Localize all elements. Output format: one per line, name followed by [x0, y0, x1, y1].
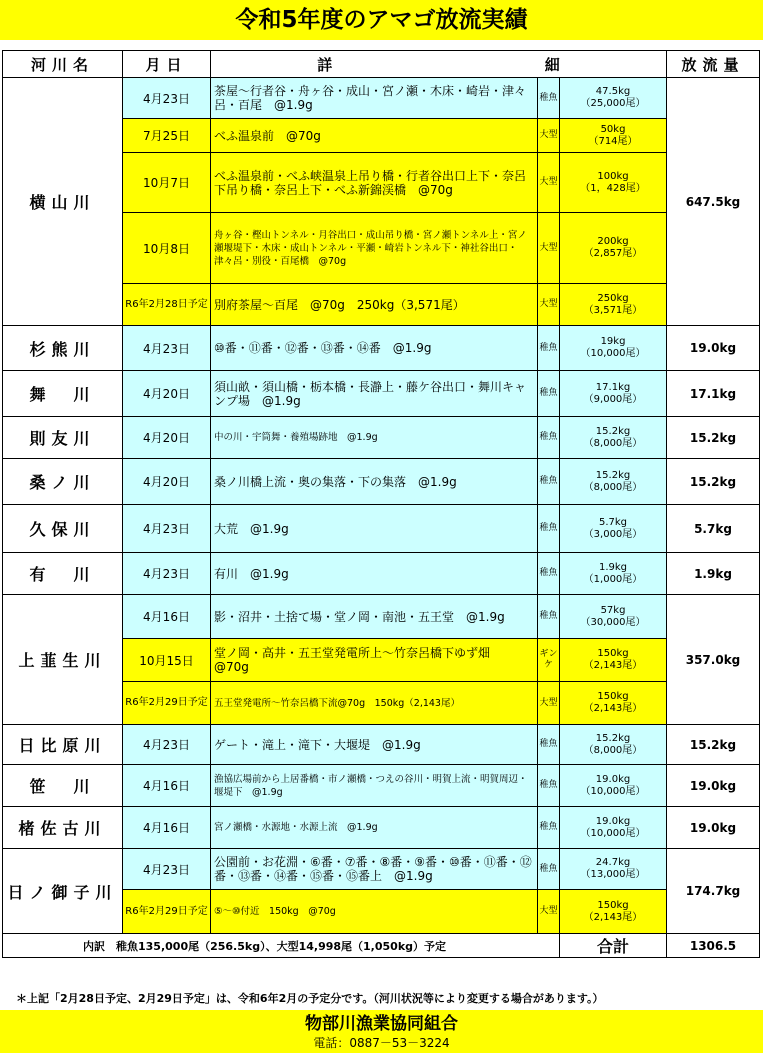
table-row: [3, 505, 760, 553]
weight-value: 5.7kg: [598, 516, 628, 528]
release-detail: ⑩番・⑪番・⑫番・⑬番・⑭番 @1.9g: [211, 326, 538, 371]
weight-value: 150kg: [597, 899, 629, 911]
header-detail-right: 細: [544, 55, 560, 74]
river-total: 15.2kg: [667, 725, 760, 765]
weight-value: 1.9kg: [598, 561, 628, 573]
river-name: 楮佐古川: [3, 807, 123, 849]
fish-type: 大型: [538, 682, 560, 725]
weight-value: 150kg: [597, 691, 629, 702]
count-value: （10,000尾）: [580, 827, 646, 839]
table-row: [3, 765, 760, 807]
river-name: 舞 川: [3, 371, 123, 417]
release-quantity: [560, 890, 667, 934]
count-value: （2,143尾）: [583, 660, 643, 671]
fish-type: 大型: [538, 213, 560, 284]
count-value: （8,000尾）: [583, 744, 643, 756]
release-quantity: [560, 459, 667, 505]
river-name: 則友川: [3, 417, 123, 459]
count-value: （8,000尾）: [583, 481, 643, 493]
release-detail: 宮ノ瀬橋・水源地・水源上流 @1.9g: [211, 807, 538, 849]
stocking-table: [2, 50, 760, 958]
weight-value: 17.1kg: [595, 381, 631, 393]
fish-type: 稚魚: [538, 505, 560, 553]
count-value: （30,000尾）: [580, 616, 646, 628]
release-quantity: [560, 78, 667, 119]
weight-value: 19kg: [600, 336, 626, 347]
river-total: 19.0kg: [667, 326, 760, 371]
release-date: 4月23日: [123, 725, 211, 765]
weight-value: 47.5kg: [595, 86, 631, 97]
release-quantity: [560, 417, 667, 459]
release-date: 10月8日: [123, 213, 211, 284]
spacer: [0, 40, 763, 50]
footer: [0, 1010, 763, 1053]
release-detail: ゲート・滝上・滝下・大堰堤 @1.9g: [211, 725, 538, 765]
weight-value: 24.7kg: [595, 857, 631, 868]
weight-value: 150kg: [597, 648, 629, 659]
release-date: R6年2月29日予定: [123, 682, 211, 725]
release-detail: べふ温泉前・べふ峡温泉上吊り橋・行者谷出口上下・奈呂下吊り橋・奈呂上下・べふ新錦渓橋 @70g: [211, 153, 538, 213]
count-value: （2,143尾）: [583, 911, 643, 923]
release-quantity: [560, 849, 667, 890]
release-quantity: [560, 639, 667, 682]
fish-type: 稚魚: [538, 417, 560, 459]
page-title: 令和5年度のアマゴ放流実績: [0, 0, 763, 40]
weight-value: 15.2kg: [595, 469, 631, 481]
weight-value: 100kg: [597, 170, 629, 182]
release-detail: 堂ノ岡・高井・五王堂発電所上～竹奈呂橋下ゆず畑 @70g: [211, 639, 538, 682]
river-name: 杉熊川: [3, 326, 123, 371]
release-detail: 須山畝・須山橋・栃本橋・長瀞上・藤ケ谷出口・舞川キャンプ場 @1.9g: [211, 371, 538, 417]
organization-name: 物部川漁業協同組合: [305, 1014, 458, 1034]
release-detail: 影・沼井・土捨て場・堂ノ岡・南池・五王堂 @1.9g: [211, 595, 538, 639]
fish-type: 大型: [538, 284, 560, 326]
fish-type: ギンケ: [538, 639, 560, 682]
river-total: 15.2kg: [667, 417, 760, 459]
release-quantity: [560, 807, 667, 849]
release-quantity: [560, 153, 667, 213]
count-value: （1，428尾）: [580, 182, 646, 194]
release-date: 4月23日: [123, 78, 211, 119]
release-quantity: [560, 725, 667, 765]
count-value: （1,000尾）: [583, 573, 643, 585]
river-name: 桑ノ川: [3, 459, 123, 505]
table-row: [3, 725, 760, 765]
release-date: R6年2月28日予定: [123, 284, 211, 326]
release-detail: 桑ノ川橋上流・奥の集落・下の集落 @1.9g: [211, 459, 538, 505]
river-name: 日ノ御子川: [3, 849, 123, 934]
river-total: 647.5kg: [667, 78, 760, 326]
fish-type: 稚魚: [538, 78, 560, 119]
release-quantity: [560, 505, 667, 553]
weight-value: 15.2kg: [595, 425, 631, 437]
release-detail: 五王堂発電所～竹奈呂橋下流@70g 150kg（2,143尾）: [211, 682, 538, 725]
river-total: 5.7kg: [667, 505, 760, 553]
release-date: 4月16日: [123, 807, 211, 849]
release-date: 4月23日: [123, 326, 211, 371]
header-date: 月日: [123, 51, 211, 78]
table-row: [3, 459, 760, 505]
count-value: （3,000尾）: [583, 528, 643, 540]
river-total: 174.7kg: [667, 849, 760, 934]
release-detail: ⑤～⑩付近 150kg @70g: [211, 890, 538, 934]
river-total: 15.2kg: [667, 459, 760, 505]
river-name: 日比原川: [3, 725, 123, 765]
river-name: 笹 川: [3, 765, 123, 807]
river-name: 横山川: [3, 78, 123, 326]
release-detail: 公園前・お花淵・⑥番・⑦番・⑧番・⑨番・⑩番・⑪番・⑫番・⑬番・⑭番・⑮番・⑮番上 @1.9g: [211, 849, 538, 890]
phone-number: 電話：0887－53－3224: [313, 1036, 450, 1050]
release-quantity: [560, 213, 667, 284]
release-detail: 舟ヶ谷・樫山トンネル・月谷出口・成山吊り橋・宮ノ瀬トンネル上・宮ノ瀬堰堤下・木床・成山トンネル・平瀬・崎岩トンネル下・神社谷出口・津々呂・別役・百尾橋 @70g: [211, 213, 538, 284]
header-detail: [211, 51, 667, 78]
count-value: （2,143尾）: [583, 703, 643, 714]
release-quantity: [560, 326, 667, 371]
table-row: [3, 326, 760, 371]
summary-breakdown: 内訳 稚魚135,000尾（256.5kg）、大型14,998尾（1,050kg）予定: [3, 934, 560, 958]
release-date: 4月23日: [123, 849, 211, 890]
header-amount: 放流量: [667, 51, 760, 78]
count-value: （3,571尾）: [583, 304, 643, 316]
fish-type: 稚魚: [538, 765, 560, 807]
release-date: 4月16日: [123, 765, 211, 807]
release-date: 4月16日: [123, 595, 211, 639]
release-date: R6年2月29日予定: [123, 890, 211, 934]
release-detail: べふ温泉前 @70g: [211, 119, 538, 153]
fish-type: 稚魚: [538, 849, 560, 890]
release-quantity: [560, 595, 667, 639]
header-detail-left: 詳: [317, 55, 333, 74]
count-value: （2,857尾）: [583, 248, 643, 259]
fish-type: 稚魚: [538, 553, 560, 595]
release-date: 4月23日: [123, 505, 211, 553]
fish-type: 稚魚: [538, 371, 560, 417]
release-detail: 大荒 @1.9g: [211, 505, 538, 553]
release-detail: 漁協広場前から上居番橋・市ノ瀬橋・つえの谷川・明賀上流・明賀周辺・堰堤下 @1.9g: [211, 765, 538, 807]
fish-type: 大型: [538, 890, 560, 934]
weight-value: 250kg: [597, 292, 629, 304]
release-quantity: [560, 553, 667, 595]
weight-value: 19.0kg: [595, 815, 631, 827]
release-detail: 中の川・宇筒舞・養殖場跡地 @1.9g: [211, 417, 538, 459]
weight-value: 57kg: [600, 604, 626, 616]
river-total: 1.9kg: [667, 553, 760, 595]
river-name: 有 川: [3, 553, 123, 595]
footnote: ＊上記「2月28日予定、2月29日予定」は、令和6年2月の予定分です。（河川状況等により変更する場合があります。）: [16, 992, 604, 1005]
weight-value: 19.0kg: [595, 773, 631, 785]
release-date: 4月20日: [123, 459, 211, 505]
fish-type: 稚魚: [538, 725, 560, 765]
count-value: （9,000尾）: [583, 393, 643, 405]
release-detail: 別府茶屋～百尾 @70g 250kg（3,571尾）: [211, 284, 538, 326]
summary-total: 1306.5: [667, 934, 760, 958]
fish-type: 大型: [538, 153, 560, 213]
river-total: 19.0kg: [667, 807, 760, 849]
weight-value: 15.2kg: [595, 732, 631, 744]
count-value: （25,000尾）: [580, 98, 646, 109]
summary-row: [3, 934, 760, 958]
release-date: 7月25日: [123, 119, 211, 153]
river-total: 17.1kg: [667, 371, 760, 417]
table-row: [3, 595, 760, 639]
release-quantity: [560, 119, 667, 153]
release-date: 4月23日: [123, 553, 211, 595]
weight-value: 200kg: [597, 236, 629, 247]
release-date: 4月20日: [123, 417, 211, 459]
count-value: （10,000尾）: [580, 348, 646, 359]
summary-label: 合計: [560, 934, 667, 958]
release-date: 10月15日: [123, 639, 211, 682]
count-value: （714尾）: [588, 135, 638, 147]
fish-type: 大型: [538, 119, 560, 153]
release-detail: 茶屋～行者谷・舟ヶ谷・成山・宮ノ瀬・木床・崎岩・津々呂・百尾 @1.9g: [211, 78, 538, 119]
release-quantity: [560, 371, 667, 417]
release-quantity: [560, 284, 667, 326]
river-name: 久保川: [3, 505, 123, 553]
count-value: （10,000尾）: [580, 785, 646, 797]
table-header: [3, 51, 760, 78]
river-total: 357.0kg: [667, 595, 760, 725]
table-row: [3, 371, 760, 417]
fish-type: 稚魚: [538, 459, 560, 505]
table-row: [3, 849, 760, 890]
fish-type: 稚魚: [538, 807, 560, 849]
river-total: 19.0kg: [667, 765, 760, 807]
table-row: [3, 78, 760, 119]
river-name: 上韮生川: [3, 595, 123, 725]
release-date: 10月7日: [123, 153, 211, 213]
fish-type: 稚魚: [538, 326, 560, 371]
table-row: [3, 807, 760, 849]
count-value: （13,000尾）: [580, 869, 646, 880]
release-quantity: [560, 765, 667, 807]
table-row: [3, 417, 760, 459]
header-river: 河川名: [3, 51, 123, 78]
count-value: （8,000尾）: [583, 437, 643, 449]
release-detail: 有川 @1.9g: [211, 553, 538, 595]
release-quantity: [560, 682, 667, 725]
weight-value: 50kg: [600, 123, 626, 135]
release-date: 4月20日: [123, 371, 211, 417]
table-row: [3, 553, 760, 595]
fish-type: 稚魚: [538, 595, 560, 639]
